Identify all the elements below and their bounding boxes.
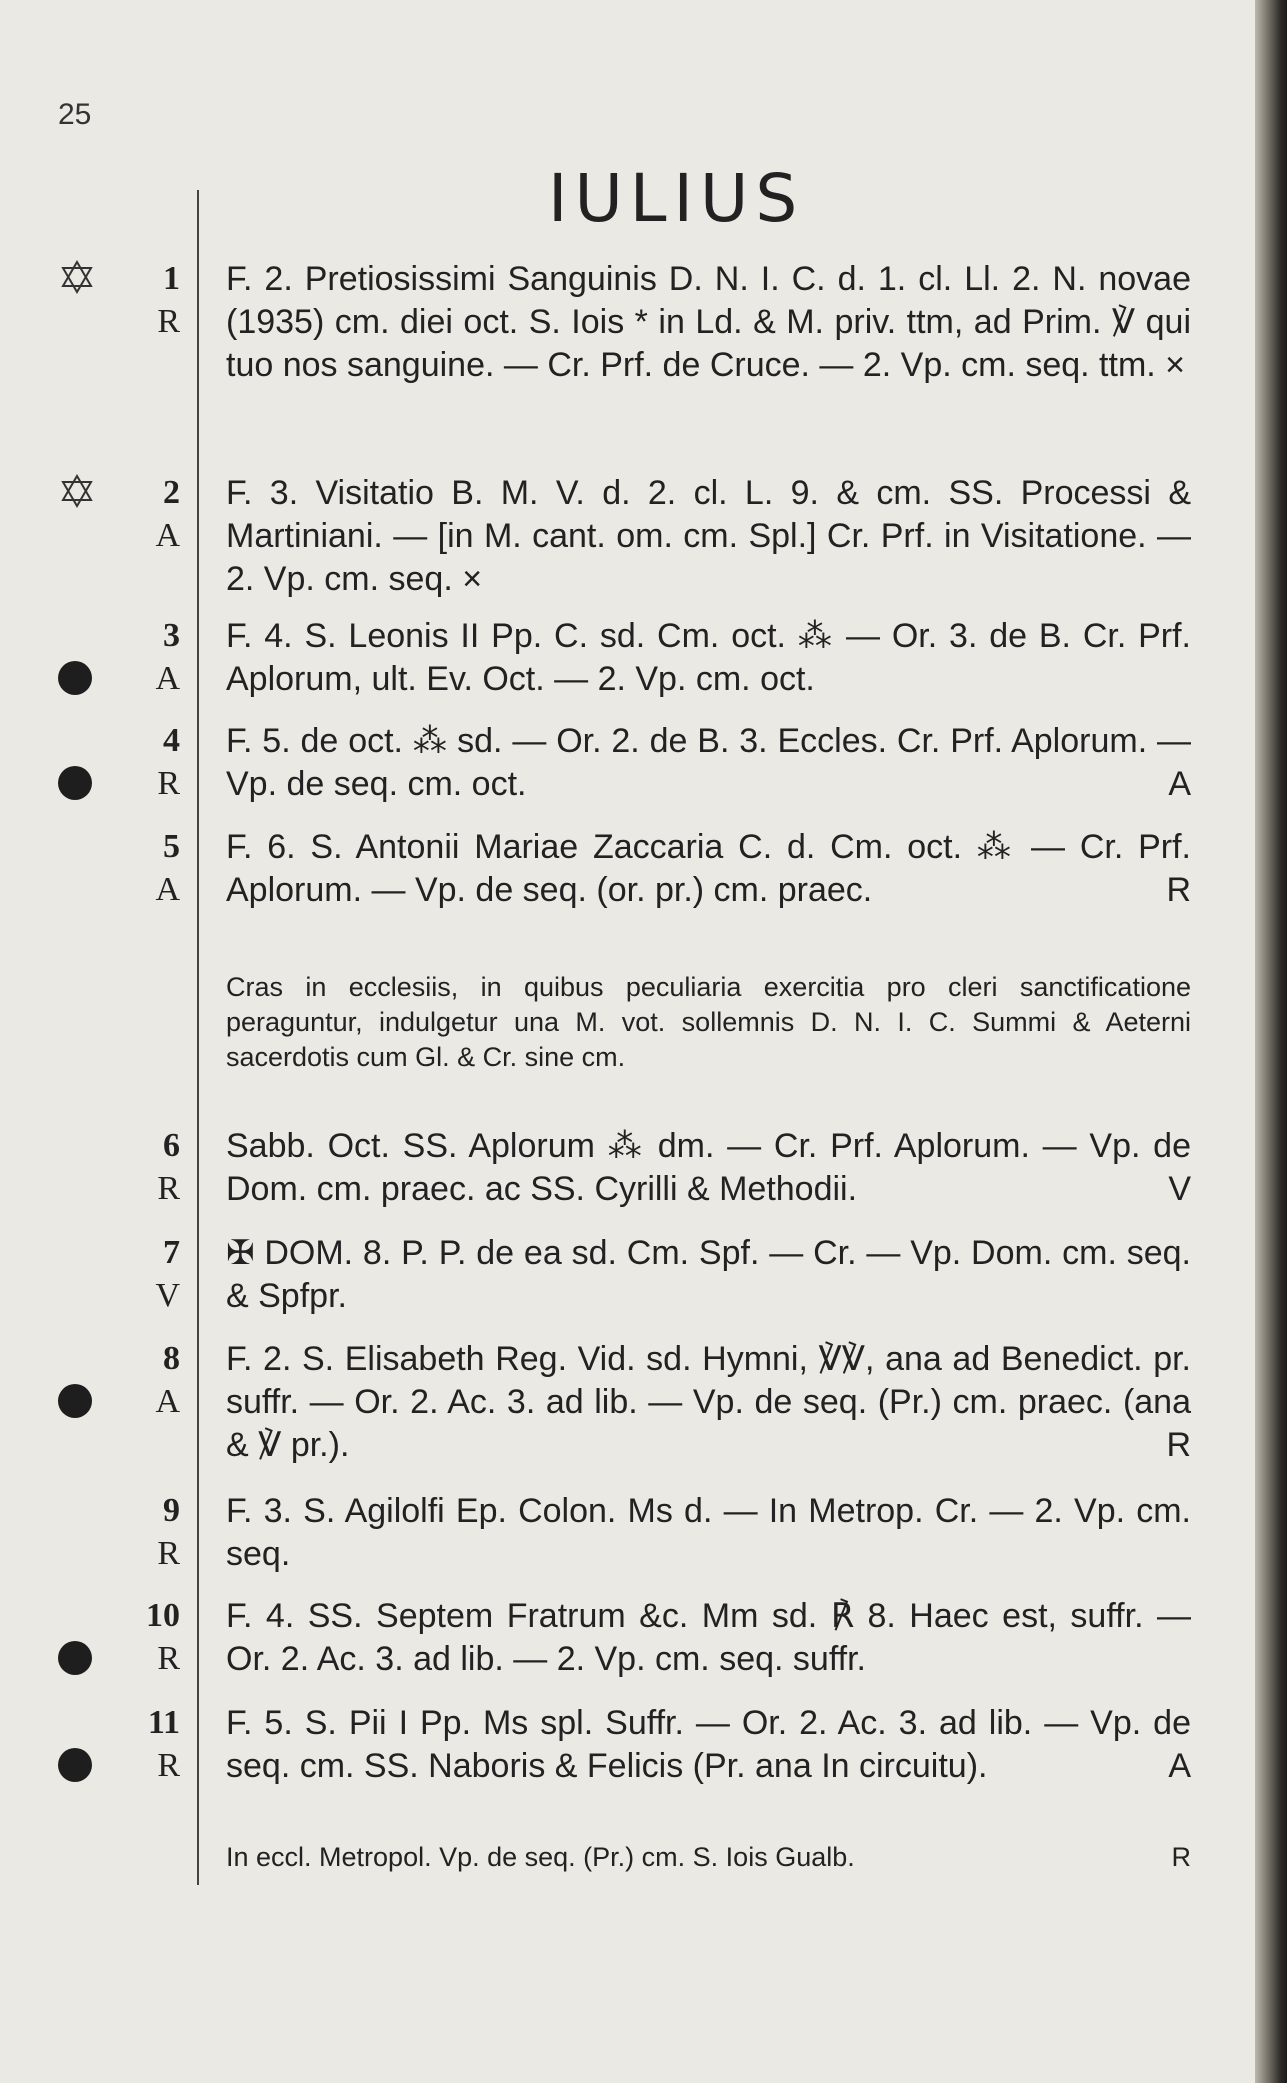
- entry-day-10: [226, 1595, 1191, 1681]
- dominical-letter: R: [157, 1640, 180, 1677]
- entry-tag: A: [1168, 765, 1191, 803]
- day-number: 7: [163, 1234, 180, 1271]
- moon-phase-dot-icon: [58, 1384, 92, 1418]
- entry-text: F. 2. Pretiosissimi Sanguinis D. N. I. C. d. 1. cl. Ll. 2. N. novae (1935) cm. diei oct. S. Iois * in Ld. & M. priv. ttm, ad Prim. ℣ qui tuo nos sanguine. — Cr. Prf. de Cruce. — 2. Vp. cm. seq. ttm. ×: [226, 260, 1191, 384]
- dominical-letter: R: [157, 1747, 180, 1784]
- star-of-david-icon: [60, 474, 94, 508]
- day-number: 6: [163, 1127, 180, 1164]
- entry-text: ✠ DOM. 8. P. P. de ea sd. Cm. Spf. — Cr. — Vp. Dom. cm. seq. & Spfpr.: [226, 1234, 1191, 1315]
- dominical-letter: R: [157, 303, 180, 340]
- moon-phase-dot-icon: [58, 1641, 92, 1675]
- entry-day-11: [226, 1702, 1191, 1788]
- entry-tag: R: [1166, 871, 1191, 909]
- entry-note: [226, 1840, 1191, 1875]
- entry-day-1: [226, 258, 1191, 387]
- entry-text: F. 4. S. Leonis II Pp. C. sd. Cm. oct. ⁂ — Or. 3. de B. Cr. Prf. Aplorum, ult. Ev. Oct. — 2. Vp. cm. oct.: [226, 617, 1191, 698]
- entry-day-7: [226, 1232, 1191, 1318]
- day-number: 2: [163, 474, 180, 511]
- moon-phase-dot-icon: [58, 766, 92, 800]
- column-divider: [197, 190, 199, 1885]
- day-number: 9: [163, 1492, 180, 1529]
- entry-day-2: [226, 472, 1191, 601]
- entry-tag: R: [1171, 1842, 1191, 1872]
- entry-text: F. 5. de oct. ⁂ sd. — Or. 2. de B. 3. Eccles. Cr. Prf. Aplorum. — Vp. de seq. cm. oct.: [226, 722, 1191, 803]
- dominical-letter: R: [157, 1170, 180, 1207]
- dominical-letter: A: [155, 517, 180, 554]
- dominical-letter: A: [155, 660, 180, 697]
- entry-text: F. 6. S. Antonii Mariae Zaccaria C. d. Cm. oct. ⁂ — Cr. Prf. Aplorum. — Vp. de seq. (or. pr.) cm. praec.: [226, 828, 1191, 909]
- entry-text: F. 3. S. Agilolfi Ep. Colon. Ms d. — In Metrop. Cr. — 2. Vp. cm. seq.: [226, 1492, 1191, 1573]
- entry-tag: V: [1168, 1170, 1191, 1208]
- entry-text: In eccl. Metropol. Vp. de seq. (Pr.) cm. S. Iois Gualb.: [226, 1842, 855, 1872]
- entry-text: F. 2. S. Elisabeth Reg. Vid. sd. Hymni, ℣℣, ana ad Benedict. pr. suffr. — Or. 2. Ac. 3. ad lib. — Vp. de seq. (Pr.) cm. praec. (ana & ℣ pr.).: [226, 1340, 1191, 1464]
- entry-tag: A: [1168, 1747, 1191, 1785]
- dominical-letter: A: [155, 871, 180, 908]
- page-title: IULIUS: [548, 160, 805, 237]
- entry-day-5: [226, 826, 1191, 912]
- entry-text: F. 5. S. Pii I Pp. Ms spl. Suffr. — Or. 2. Ac. 3. ad lib. — Vp. de seq. cm. SS. Naboris & Felicis (Pr. ana In circuitu).: [226, 1704, 1191, 1785]
- entry-text: Cras in ecclesiis, in quibus peculiaria exercitia pro cleri sanctificatione peraguntur, indulgetur una M. vot. sollemnis D. N. I. C. Summi & Aeterni sacerdotis cum Gl. & Cr. sine cm.: [226, 972, 1191, 1072]
- entry-text: Sabb. Oct. SS. Aplorum ⁂ dm. — Cr. Prf. Aplorum. — Vp. de Dom. cm. praec. ac SS. Cyrilli & Methodii.: [226, 1127, 1191, 1208]
- entry-day-8: [226, 1338, 1191, 1467]
- day-number: 1: [163, 260, 180, 297]
- day-number: 8: [163, 1340, 180, 1377]
- day-number: 11: [147, 1704, 180, 1741]
- dominical-letter: R: [157, 765, 180, 802]
- entry-day-4: [226, 720, 1191, 806]
- entry-tag: R: [1166, 1426, 1191, 1464]
- entry-text: F. 4. SS. Septem Fratrum &c. Mm sd. ℟ 8. Haec est, suffr. — Or. 2. Ac. 3. ad lib. — 2. Vp. cm. seq. suffr.: [226, 1597, 1191, 1678]
- entry-text: F. 3. Visitatio B. M. V. d. 2. cl. L. 9. & cm. SS. Processi & Martiniani. — [in M. cant. om. cm. Spl.] Cr. Prf. in Visitatione. — 2. Vp. cm. seq. ×: [226, 474, 1191, 598]
- moon-phase-dot-icon: [58, 661, 92, 695]
- dominical-letter: A: [155, 1383, 180, 1420]
- dominical-letter: R: [157, 1535, 180, 1572]
- day-number: 5: [163, 828, 180, 865]
- dominical-letter: V: [155, 1277, 180, 1314]
- entry-note: [226, 970, 1191, 1075]
- day-number: 4: [163, 722, 180, 759]
- day-number: 3: [163, 617, 180, 654]
- day-number: 10: [146, 1597, 180, 1634]
- star-of-david-icon: [60, 260, 94, 294]
- entry-day-9: [226, 1490, 1191, 1576]
- entry-day-3: [226, 615, 1191, 701]
- page-edge: [1255, 0, 1287, 2083]
- moon-phase-dot-icon: [58, 1748, 92, 1782]
- entry-day-6: [226, 1125, 1191, 1211]
- page-number: 25: [58, 98, 92, 131]
